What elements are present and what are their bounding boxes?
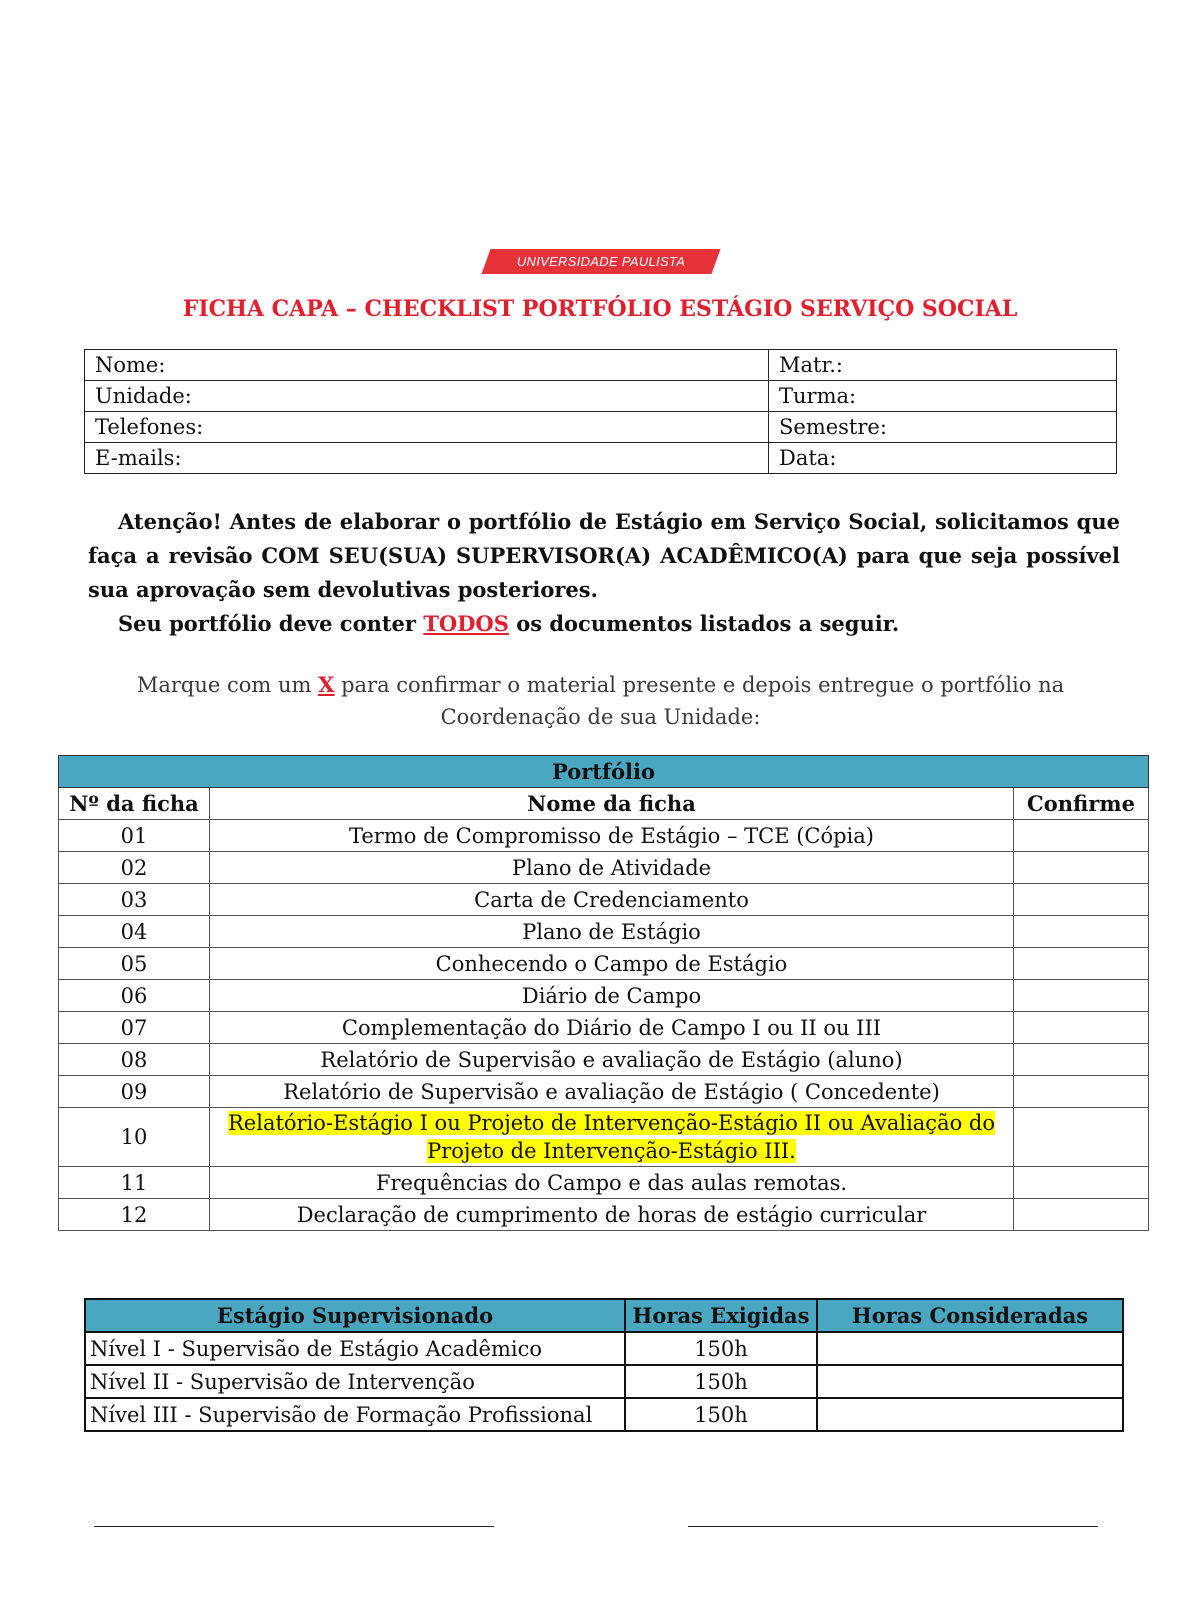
row-num: 08: [59, 1044, 210, 1076]
row-num: 06: [59, 980, 210, 1012]
row-num: 04: [59, 916, 210, 948]
confirm-cell[interactable]: [1014, 1167, 1149, 1199]
signature-line-left[interactable]: [94, 1526, 494, 1527]
row-name: Declaração de cumprimento de horas de estágio curricular: [210, 1199, 1014, 1231]
confirm-cell[interactable]: [1014, 1044, 1149, 1076]
info-registration-field[interactable]: Matr.:: [769, 350, 1117, 381]
hours-considered-cell[interactable]: [817, 1365, 1123, 1398]
portfolio-checklist-table: [58, 755, 1149, 1231]
requirement-emphasis: TODOS: [423, 611, 509, 636]
row-num: 11: [59, 1167, 210, 1199]
instruction-before: Marque com um: [136, 673, 319, 697]
header-considered: Horas Consideradas: [817, 1299, 1123, 1332]
table-row: [59, 852, 1149, 884]
hours-required: 150h: [625, 1365, 817, 1398]
table-row: [59, 1199, 1149, 1231]
highlighted-text: Relatório-Estágio I ou Projeto de Intervenção-Estágio II ou Avaliação do Projeto de Intervenção-Estágio III.: [227, 1111, 995, 1163]
row-name: Diário de Campo: [210, 980, 1014, 1012]
table-row: [59, 1044, 1149, 1076]
row-num: 03: [59, 884, 210, 916]
table-row: [85, 1398, 1123, 1431]
row-name: Termo de Compromisso de Estágio – TCE (Cópia): [210, 820, 1014, 852]
confirm-cell[interactable]: [1014, 1012, 1149, 1044]
info-row: [85, 412, 1117, 443]
confirm-cell[interactable]: [1014, 884, 1149, 916]
table-row: [59, 1108, 1149, 1167]
table-row: [59, 884, 1149, 916]
row-num: 12: [59, 1199, 210, 1231]
hours-required: 150h: [625, 1398, 817, 1431]
confirm-cell[interactable]: [1014, 1199, 1149, 1231]
header-required: Horas Exigidas: [625, 1299, 817, 1332]
header-confirm: Confirme: [1014, 788, 1149, 820]
student-info-table: [84, 349, 1117, 474]
confirm-cell[interactable]: [1014, 948, 1149, 980]
table-row: [85, 1332, 1123, 1365]
table-row: [59, 948, 1149, 980]
row-name: Carta de Credenciamento: [210, 884, 1014, 916]
confirm-cell[interactable]: [1014, 1076, 1149, 1108]
stage-name: Nível I - Supervisão de Estágio Acadêmico: [85, 1332, 625, 1365]
hours-required: 150h: [625, 1332, 817, 1365]
instruction-x-mark: X: [318, 672, 335, 697]
portfolio-requirement-paragraph: [88, 607, 1120, 641]
row-name: Relatório de Supervisão e avaliação de Estágio ( Concedente): [210, 1076, 1014, 1108]
confirm-cell[interactable]: [1014, 980, 1149, 1012]
hours-table: [84, 1298, 1124, 1432]
requirement-text-before: Seu portfólio deve conter: [118, 611, 424, 636]
attention-paragraph: Atenção! Antes de elaborar o portfólio de Estágio em Serviço Social, solicitamos que faça a revisão COM SEU(SUA) SUPERVISOR(A) ACADÊMICO(A) para que seja possível sua aprovação sem devolutivas posteriores.: [88, 509, 1120, 602]
confirm-cell[interactable]: [1014, 916, 1149, 948]
row-name: Plano de Atividade: [210, 852, 1014, 884]
header-name: Nome da ficha: [210, 788, 1014, 820]
info-semester-field[interactable]: Semestre:: [769, 412, 1117, 443]
table-row: [59, 1076, 1149, 1108]
hours-considered-cell[interactable]: [817, 1398, 1123, 1431]
info-row: [85, 443, 1117, 474]
row-name: Frequências do Campo e das aulas remotas.: [210, 1167, 1014, 1199]
info-emails-field[interactable]: E-mails:: [85, 443, 769, 474]
instruction-after: para confirmar o material presente e depois entregue o portfólio na Coordenação de sua Unidade:: [334, 673, 1065, 729]
row-name: Plano de Estágio: [210, 916, 1014, 948]
header-stage: Estágio Supervisionado: [85, 1299, 625, 1332]
info-phones-field[interactable]: Telefones:: [85, 412, 769, 443]
instruction-text: [84, 669, 1117, 733]
stage-name: Nível II - Supervisão de Intervenção: [85, 1365, 625, 1398]
info-row: [85, 350, 1117, 381]
signature-line-right[interactable]: [688, 1526, 1098, 1527]
table-row: [85, 1365, 1123, 1398]
row-name: Conhecendo o Campo de Estágio: [210, 948, 1014, 980]
row-num: 07: [59, 1012, 210, 1044]
university-logo: [486, 249, 716, 274]
info-unit-field[interactable]: Unidade:: [85, 381, 769, 412]
header-num: Nº da ficha: [59, 788, 210, 820]
info-date-field[interactable]: Data:: [769, 443, 1117, 474]
row-name-highlighted: [210, 1108, 1014, 1167]
logo-text: UNIVERSIDADE PAULISTA: [516, 254, 686, 269]
table-row: [59, 916, 1149, 948]
info-row: [85, 381, 1117, 412]
table-row: [59, 1012, 1149, 1044]
portfolio-header-row: [59, 788, 1149, 820]
confirm-cell[interactable]: [1014, 820, 1149, 852]
stage-name: Nível III - Supervisão de Formação Profissional: [85, 1398, 625, 1431]
document-title: FICHA CAPA – CHECKLIST PORTFÓLIO ESTÁGIO SERVIÇO SOCIAL: [182, 296, 1018, 322]
table-row: [59, 820, 1149, 852]
row-num: 01: [59, 820, 210, 852]
row-num: 10: [59, 1108, 210, 1167]
confirm-cell[interactable]: [1014, 1108, 1149, 1167]
requirement-text-after: os documentos listados a seguir.: [508, 611, 900, 636]
hours-header-row: [85, 1299, 1123, 1332]
row-name: Relatório de Supervisão e avaliação de Estágio (aluno): [210, 1044, 1014, 1076]
hours-considered-cell[interactable]: [817, 1332, 1123, 1365]
info-name-field[interactable]: Nome:: [85, 350, 769, 381]
row-num: 05: [59, 948, 210, 980]
table-row: [59, 1167, 1149, 1199]
row-num: 09: [59, 1076, 210, 1108]
confirm-cell[interactable]: [1014, 852, 1149, 884]
info-class-field[interactable]: Turma:: [769, 381, 1117, 412]
portfolio-title-row: [59, 756, 1149, 788]
portfolio-title: Portfólio: [59, 756, 1149, 788]
row-num: 02: [59, 852, 210, 884]
row-name: Complementação do Diário de Campo I ou II ou III: [210, 1012, 1014, 1044]
table-row: [59, 980, 1149, 1012]
